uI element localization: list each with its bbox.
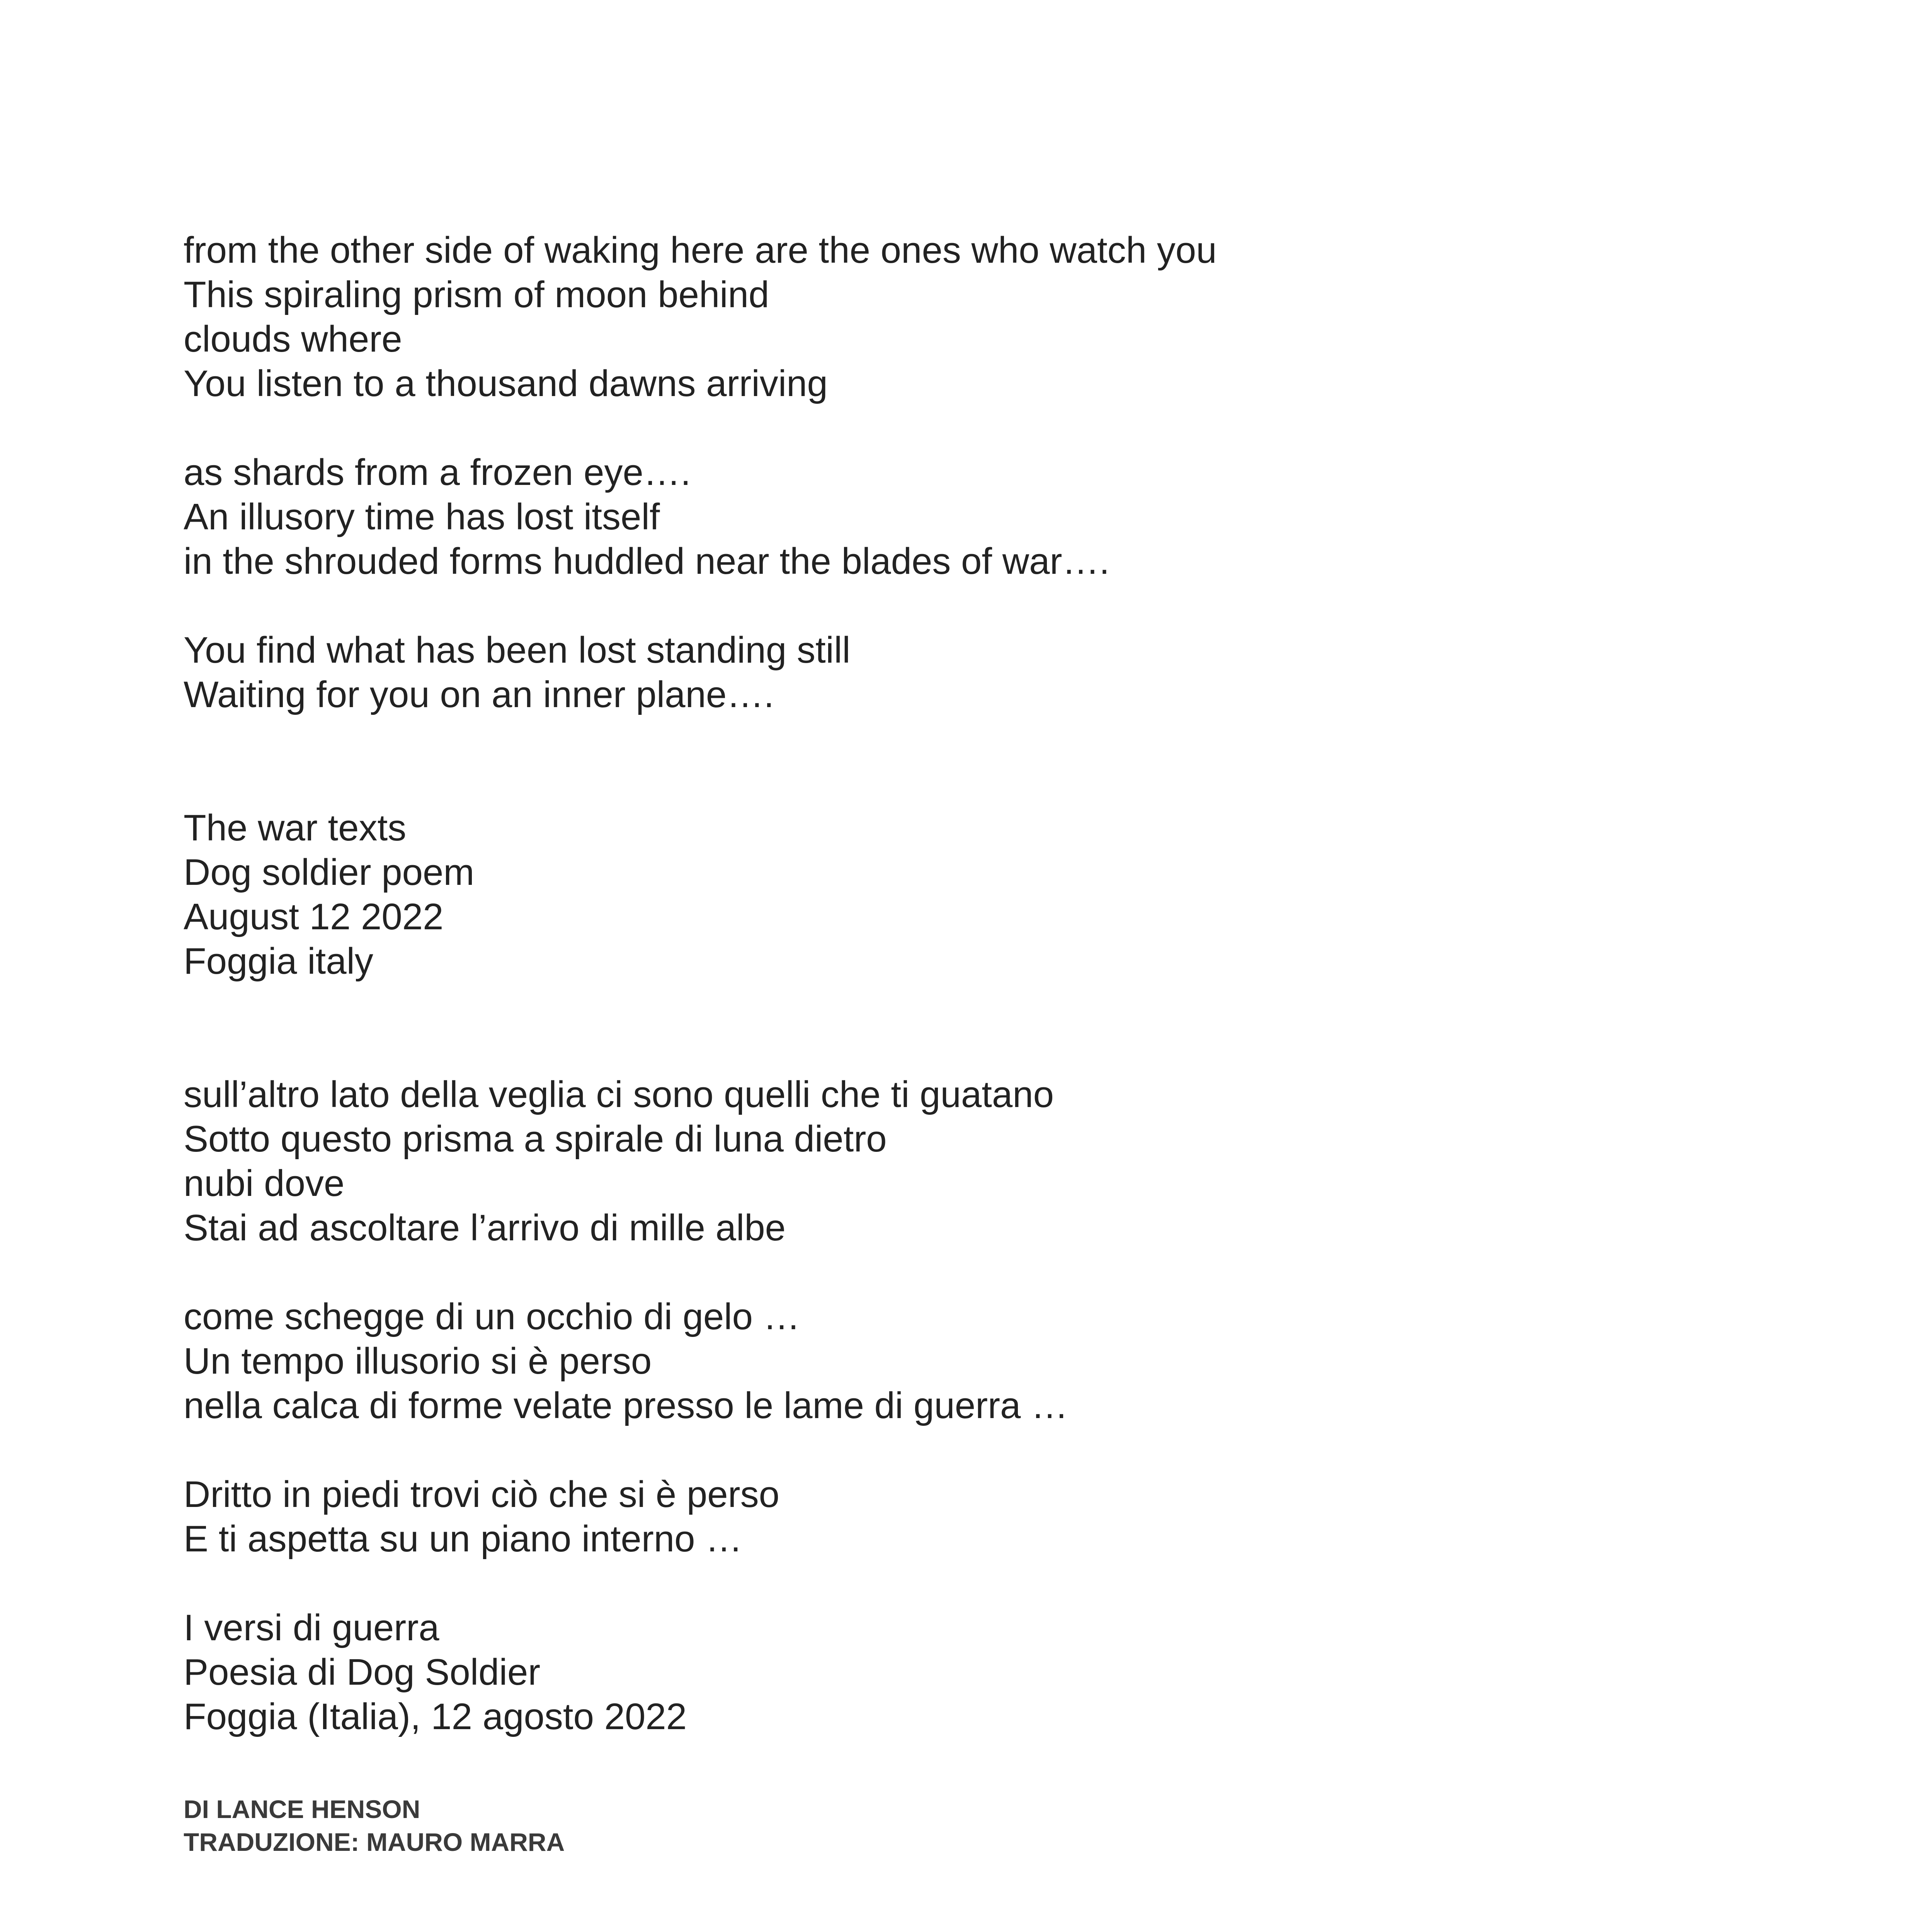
poem-line: Waiting for you on an inner plane…. [184,674,774,715]
poem-line: clouds where [184,318,402,360]
poem-line: This spiraling prism of moon behind [184,274,769,315]
stanza-break [184,1561,1729,1605]
signature-line: Foggia (Italia), 12 agosto 2022 [184,1696,687,1737]
poem-line: You find what has been lost standing still [184,629,851,671]
italian-signature [184,1605,1729,1739]
poem-line: come schegge di un occhio di gelo … [184,1296,800,1337]
signature-line: Dog soldier poem [184,852,475,893]
poem-line: Un tempo illusorio si è perso [184,1340,652,1382]
poem-line: from the other side of waking here are the ones who watch you [184,230,1217,271]
stanza-break [184,1428,1729,1472]
stanza-break [184,717,1729,761]
english-signature [184,806,1729,983]
poem-line: Stai ad ascoltare l’arrivo di mille albe [184,1207,786,1248]
signature-line: The war texts [184,807,407,849]
poem-line: Sotto questo prisma a spirale di luna dietro [184,1118,887,1160]
signature-line: Foggia italy [184,940,373,982]
translator-credit: TRADUZIONE: MAURO MARRA [184,1828,565,1856]
italian-stanza-1 [184,1072,1729,1250]
poem-line: in the shrouded forms huddled near the blades of war…. [184,541,1110,582]
english-stanza-2 [184,450,1729,583]
credits [184,1793,1729,1859]
stanza-break [184,1250,1729,1294]
poem-line: E ti aspetta su un piano interno … [184,1518,743,1560]
poem-line: You listen to a thousand dawns arriving [184,363,828,404]
english-stanza-3 [184,628,1729,717]
poem-line: sull’altro lato della veglia ci sono quelli che ti guatano [184,1074,1054,1115]
signature-line: I versi di guerra [184,1607,439,1648]
author-credit: DI LANCE HENSON [184,1795,420,1823]
poem-line: nubi dove [184,1163,345,1204]
stanza-break [184,406,1729,450]
section-break [184,983,1729,1028]
stanza-break [184,761,1729,806]
poem-line: nella calca di forme velate presso le lame di guerra … [184,1385,1069,1426]
signature-line: Poesia di Dog Soldier [184,1651,541,1693]
english-stanza-1 [184,228,1729,406]
italian-stanza-3 [184,1472,1729,1561]
signature-line: August 12 2022 [184,896,444,937]
section-break [184,1028,1729,1072]
poem-line: as shards from a frozen eye…. [184,452,691,493]
poem-content [184,228,1729,1859]
poem-line: An illusory time has lost itself [184,496,660,537]
italian-stanza-2 [184,1294,1729,1428]
poem-line: Dritto in piedi trovi ciò che si è perso [184,1474,779,1515]
stanza-break [184,583,1729,628]
